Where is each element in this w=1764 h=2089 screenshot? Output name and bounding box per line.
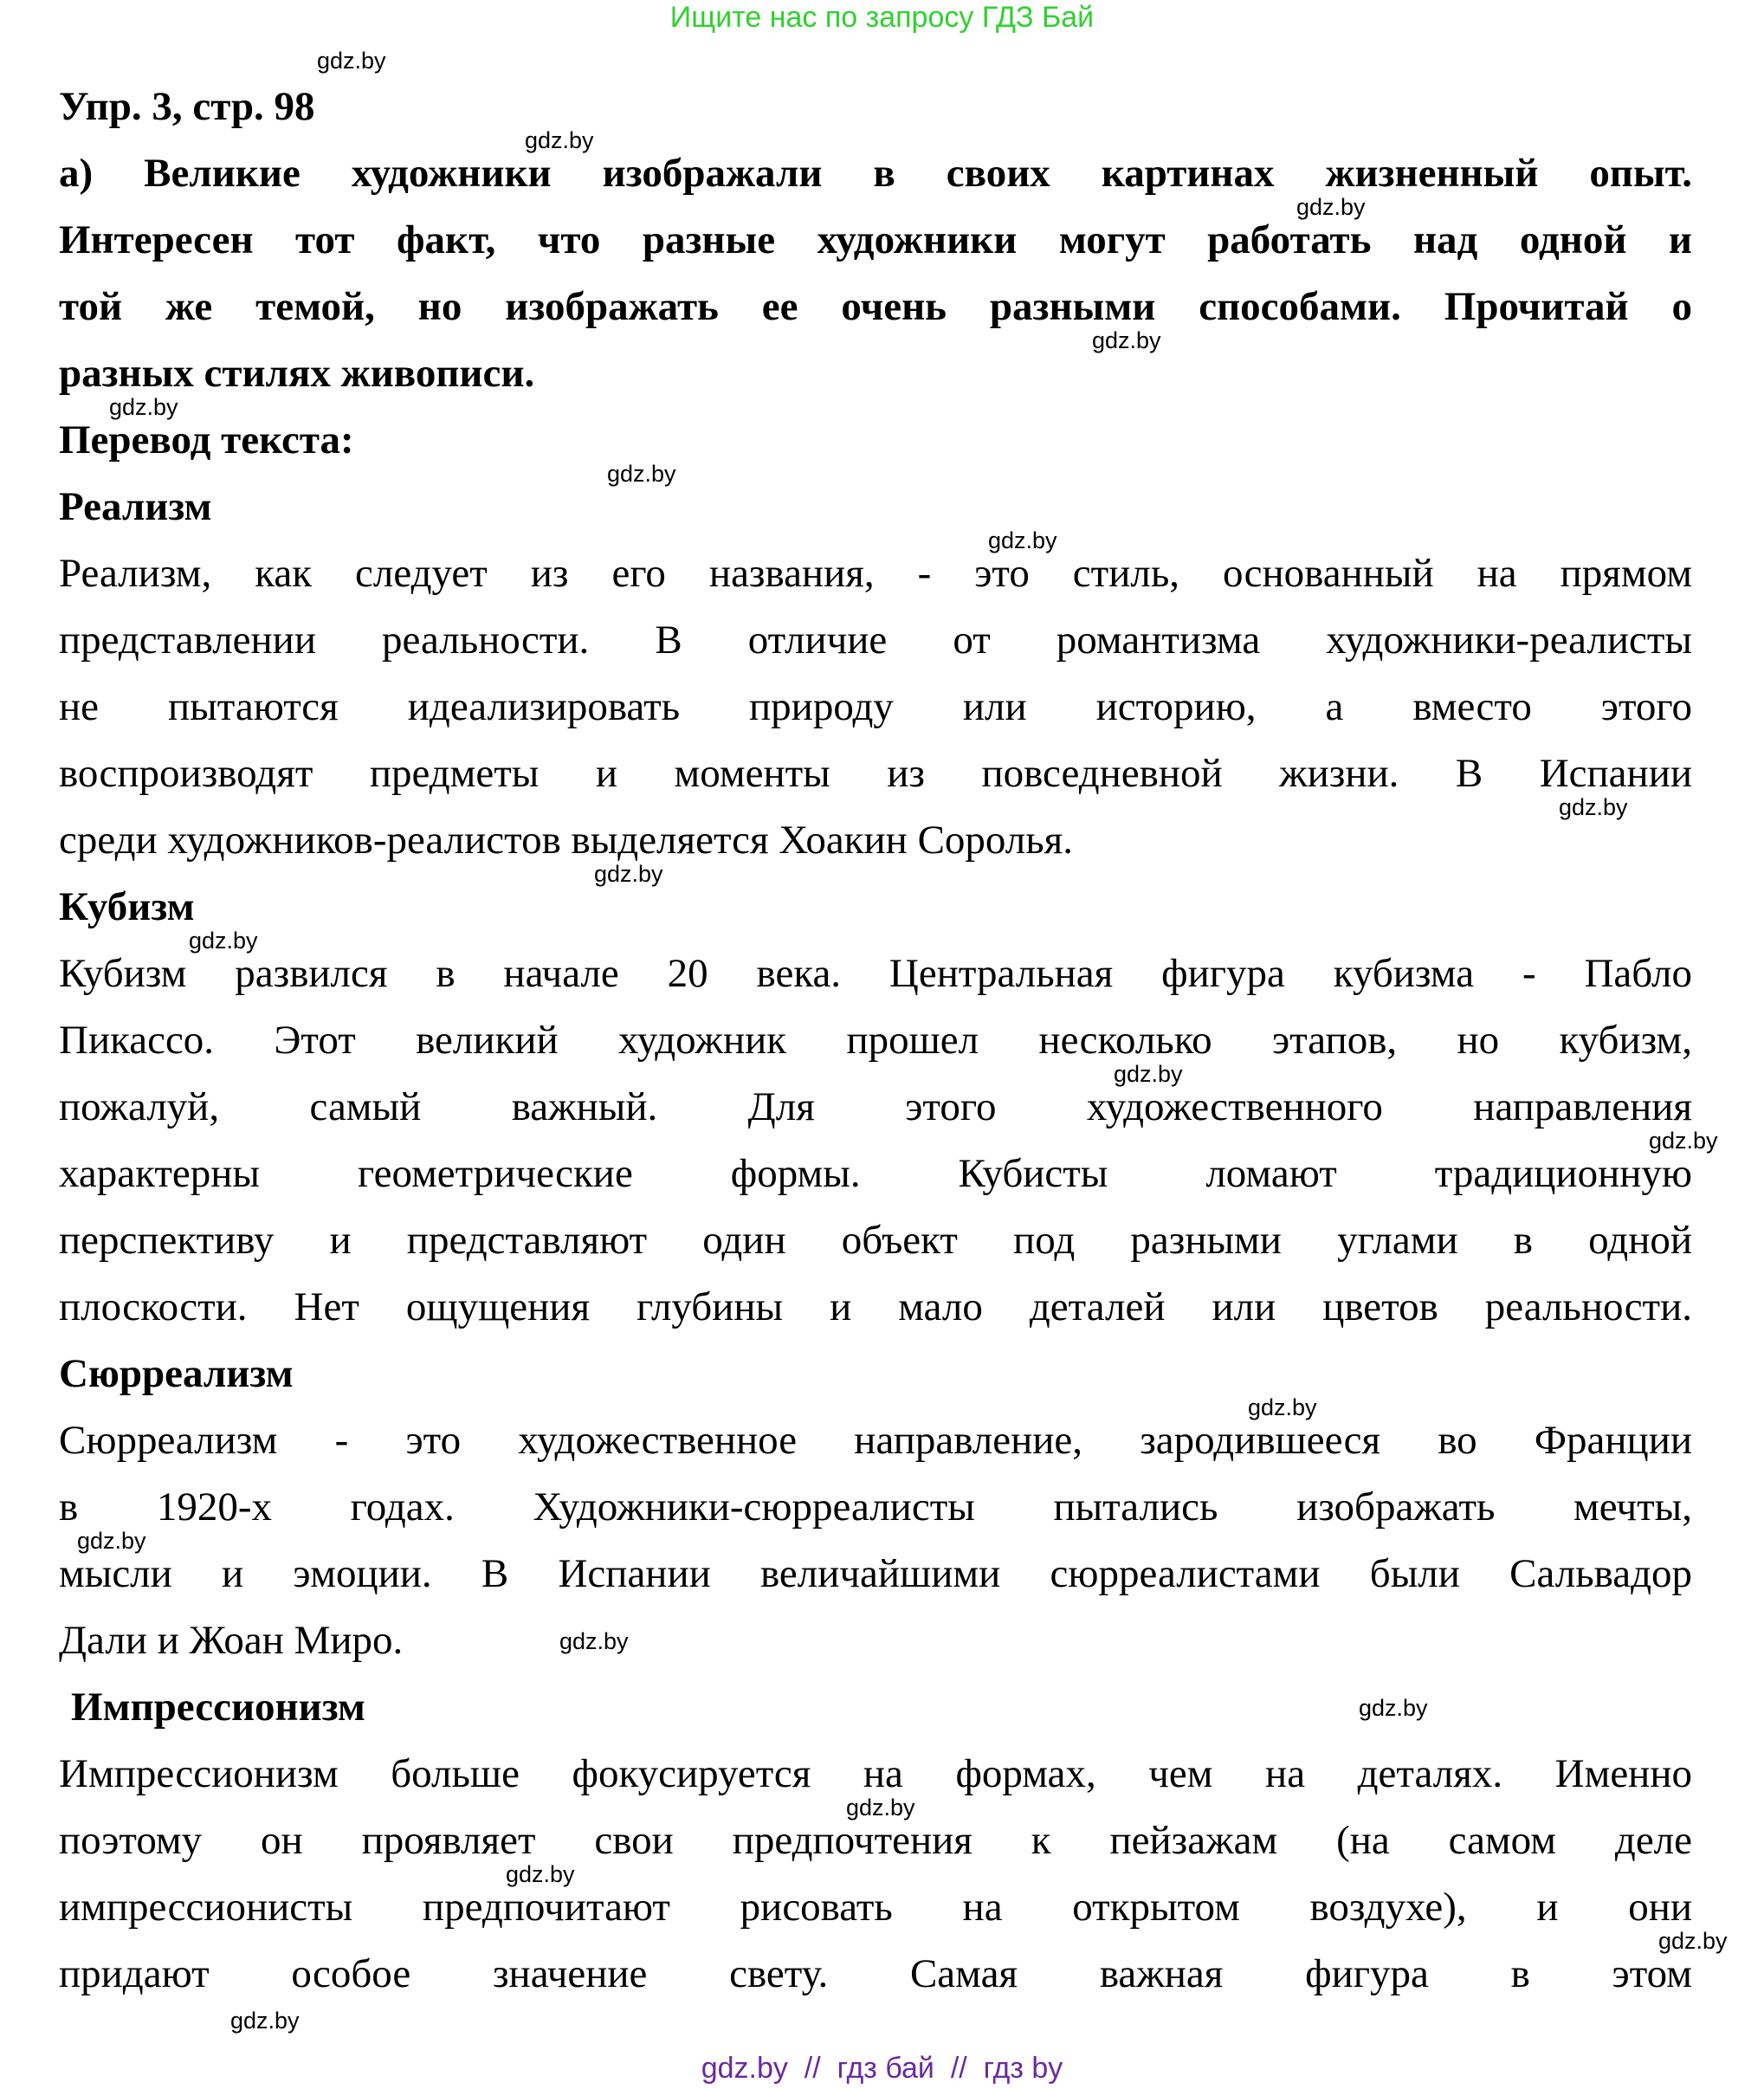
- paragraph-line: перспективу и представляют один объект под разными углами в одной: [59, 1218, 1692, 1263]
- paragraph-line: импрессионисты предпочитают рисовать на открытом воздухе), и они: [59, 1885, 1692, 1930]
- paragraph-line: в 1920-х годах. Художники-сюрреалисты пытались изображать мечты,: [59, 1484, 1692, 1530]
- section-heading-surrealism: Сюрреализм: [59, 1351, 294, 1396]
- watermark: gdz.by: [607, 461, 676, 487]
- paragraph-line: пожалуй, самый важный. Для этого художественного направления: [59, 1084, 1692, 1129]
- paragraph-line: характерны геометрические формы. Кубисты ломают традиционную: [59, 1151, 1692, 1196]
- watermark: gdz.by: [1114, 1061, 1183, 1087]
- paragraph-line: среди художников-реалистов выделяется Хоакин Соролья.: [59, 818, 1074, 863]
- translation-heading: Перевод текста:: [59, 417, 354, 462]
- footer-links: gdz.by // гдз бай // гдз by: [701, 2052, 1063, 2085]
- paragraph-line: воспроизводят предметы и моменты из повседневной жизни. В Испании: [59, 751, 1692, 796]
- watermark: gdz.by: [317, 48, 386, 74]
- watermark: gdz.by: [1296, 194, 1366, 220]
- paragraph-line: Импрессионизм больше фокусируется на формах, чем на деталях. Именно: [59, 1751, 1692, 1796]
- watermark: gdz.by: [846, 1795, 915, 1821]
- paragraph-line: Дали и Жоан Миро.: [59, 1618, 404, 1663]
- paragraph-line: Пикассо. Этот великий художник прошел несколько этапов, но кубизм,: [59, 1018, 1692, 1063]
- section-heading-realism: Реализм: [59, 484, 212, 529]
- task-line: той же темой, но изображать ее очень разными способами. Прочитай о: [59, 284, 1692, 329]
- watermark: gdz.by: [109, 394, 178, 420]
- paragraph-line: мысли и эмоции. В Испании величайшими сюрреалистами были Сальвадор: [59, 1551, 1692, 1596]
- exercise-title: Упр. 3, стр. 98: [59, 84, 315, 129]
- section-heading-cubism: Кубизм: [59, 884, 195, 929]
- watermark: gdz.by: [77, 1528, 146, 1554]
- paragraph-line: представлении реальности. В отличие от романтизма художники-реалисты: [59, 618, 1692, 663]
- watermark: gdz.by: [594, 861, 663, 887]
- task-line: а) Великие художники изображали в своих картинах жизненный опыт.: [59, 151, 1692, 196]
- watermark: gdz.by: [1649, 1128, 1718, 1154]
- search-banner: Ищите нас по запросу ГДЗ Бай: [669, 1, 1095, 34]
- watermark: gdz.by: [1248, 1394, 1317, 1420]
- task-line: разных стилях живописи.: [59, 351, 535, 396]
- watermark: gdz.by: [506, 1861, 575, 1887]
- watermark: gdz.by: [1559, 794, 1628, 820]
- paragraph-line: поэтому он проявляет свои предпочтения к пейзажам (на самом деле: [59, 1818, 1692, 1863]
- watermark: gdz.by: [189, 928, 258, 954]
- paragraph-line: не пытаются идеализировать природу или историю, а вместо этого: [59, 684, 1692, 729]
- paragraph-line: Сюрреализм - это художественное направление, зародившееся во Франции: [59, 1418, 1692, 1463]
- watermark: gdz.by: [988, 527, 1057, 553]
- watermark: gdz.by: [525, 127, 594, 153]
- paragraph-line: Кубизм развился в начале 20 века. Центральная фигура кубизма - Пабло: [59, 951, 1692, 996]
- watermark: gdz.by: [559, 1628, 629, 1654]
- paragraph-line: плоскости. Нет ощущения глубины и мало деталей или цветов реальности.: [59, 1284, 1692, 1329]
- document-content: [59, 74, 1692, 2008]
- section-heading-impressionism: Импрессионизм: [71, 1685, 365, 1730]
- watermark: gdz.by: [1359, 1695, 1428, 1721]
- paragraph-line: Реализм, как следует из его названия, - это стиль, основанный на прямом: [59, 551, 1692, 596]
- watermark: gdz.by: [1092, 327, 1161, 353]
- watermark: gdz.by: [1658, 1928, 1728, 1954]
- paragraph-line: придают особое значение свету. Самая важная фигура в этом: [59, 1951, 1692, 1996]
- task-line: Интересен тот факт, что разные художники могут работать над одной и: [59, 217, 1692, 262]
- watermark: gdz.by: [230, 2008, 300, 2034]
